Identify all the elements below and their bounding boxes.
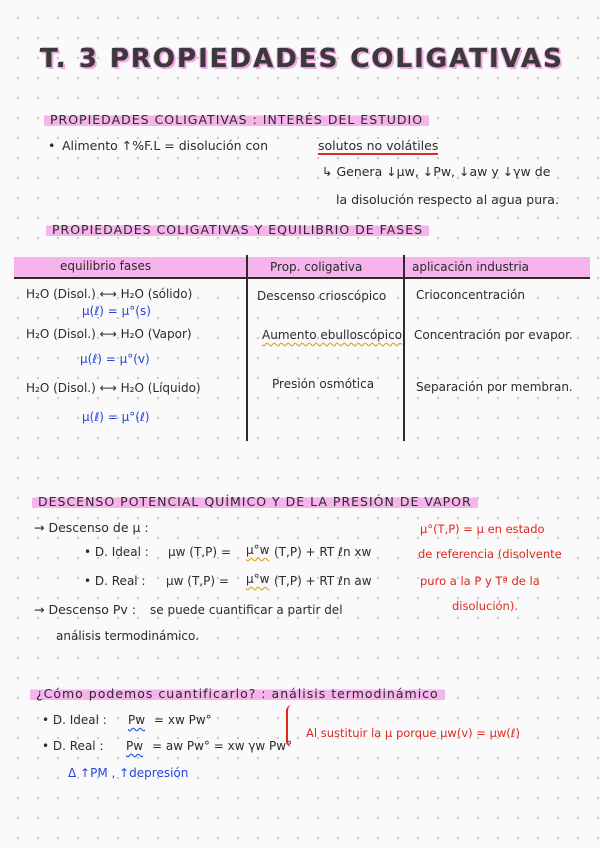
pm-depression-note: Δ ↑PM , ↑depresión — [68, 766, 189, 780]
ideal-eq-mu0: μ°w — [246, 543, 270, 557]
table-row-1-mu: μ(ℓ) = μ°(s) — [82, 304, 151, 318]
table-header-aplicacion: aplicación industria — [412, 260, 530, 274]
table-row-1-prop: Descenso crioscópico — [257, 289, 387, 303]
table-header-equilibrio: equilibrio fases — [60, 259, 152, 273]
descenso-pv-heading: → Descenso Pv : — [34, 602, 137, 617]
table-header-rule — [14, 277, 590, 279]
descenso-pv-text-2: análisis termodinámico. — [56, 629, 199, 643]
table-row-2-mu: μ(ℓ) = μ°(v) — [80, 352, 150, 366]
reference-note-line-1: μ°(T,P) = μ en estado — [420, 522, 545, 536]
red-brace — [286, 705, 298, 747]
table-row-3-eq: H₂O (Disol.) ⟷ H₂O (Líquido) — [26, 381, 201, 395]
section2-heading: PROPIEDADES COLIGATIVAS Y EQUILIBRIO DE FASES — [46, 220, 429, 239]
reference-note-line-4: disolución). — [452, 599, 518, 613]
section1-line2: ↳ Genera ↓μw, ↓Pw, ↓aw y ↓γw de — [322, 164, 551, 179]
table-row-3-app: Separación por membran. — [416, 380, 573, 394]
descenso-pv-text: se puede cuantificar a partir del — [150, 603, 343, 617]
table-row-1-app: Crioconcentración — [416, 288, 525, 302]
real-eq-mu0: μ°w — [246, 572, 270, 586]
table-row-2-prop: Aumento ebulloscópico — [262, 328, 403, 342]
real-label: • D. Real : — [84, 574, 146, 588]
section3-heading: DESCENSO POTENCIAL QUÍMICO Y DE LA PRESIÓN DE VAPOR — [32, 492, 478, 511]
table-row-3-prop: Presión osmótica — [272, 377, 375, 391]
ideal-eq-right: (T,P) + RT ℓn xw — [274, 545, 372, 559]
section1-line3: la disolución respecto al agua pura. — [336, 192, 559, 207]
s4-real-pw: Pw — [126, 739, 144, 753]
reference-note-line-3: puro a la P y Tª de la — [420, 574, 540, 588]
ideal-eq-left: μw (T,P) = — [168, 545, 231, 559]
page-title: T. 3 PROPIEDADES COLIGATIVAS — [40, 44, 564, 74]
s4-ideal-eq: = xw Pw° — [154, 713, 212, 727]
real-eq-right: (T,P) + RT ℓn aw — [274, 574, 372, 588]
table-row-2-app: Concentración por evapor. — [414, 328, 573, 342]
table-row-1-eq: H₂O (Disol.) ⟷ H₂O (sólido) — [26, 287, 193, 301]
section1-heading: PROPIEDADES COLIGATIVAS : INTERÉS DEL ESTUDIO — [44, 110, 429, 129]
table-divider-1 — [246, 255, 248, 441]
s4-ideal-label: • D. Ideal : — [42, 713, 107, 727]
table-divider-2 — [403, 255, 405, 441]
section1-line1-underlined: solutos no volátiles — [318, 138, 439, 153]
section4-question: ¿Cómo podemos cuantificarlo? : análisis termodinámico — [30, 684, 445, 703]
section1-bullet: • — [48, 138, 56, 153]
table-row-2-eq: H₂O (Disol.) ⟷ H₂O (Vapor) — [26, 327, 192, 341]
descenso-mu-heading: → Descenso de μ : — [34, 520, 149, 535]
table-row-3-mu: μ(ℓ) = μ°(ℓ) — [82, 410, 150, 424]
table-header-prop: Prop. coligativa — [270, 260, 363, 274]
s4-real-eq: = aw Pw° = xw γw Pw° — [152, 739, 293, 753]
substitution-note: Al sustituir la μ porque μw(v) = μw(ℓ) — [306, 726, 521, 740]
reference-note-line-2: de referencia (disolvente — [418, 547, 562, 561]
ideal-label: • D. Ideal : — [84, 545, 149, 559]
s4-ideal-pw: Pw — [128, 713, 146, 727]
section1-line1-text: Alimento ↑%F.L = disolución con — [62, 138, 268, 153]
real-eq-left: μw (T,P) = — [166, 574, 229, 588]
s4-real-label: • D. Real : — [42, 739, 104, 753]
